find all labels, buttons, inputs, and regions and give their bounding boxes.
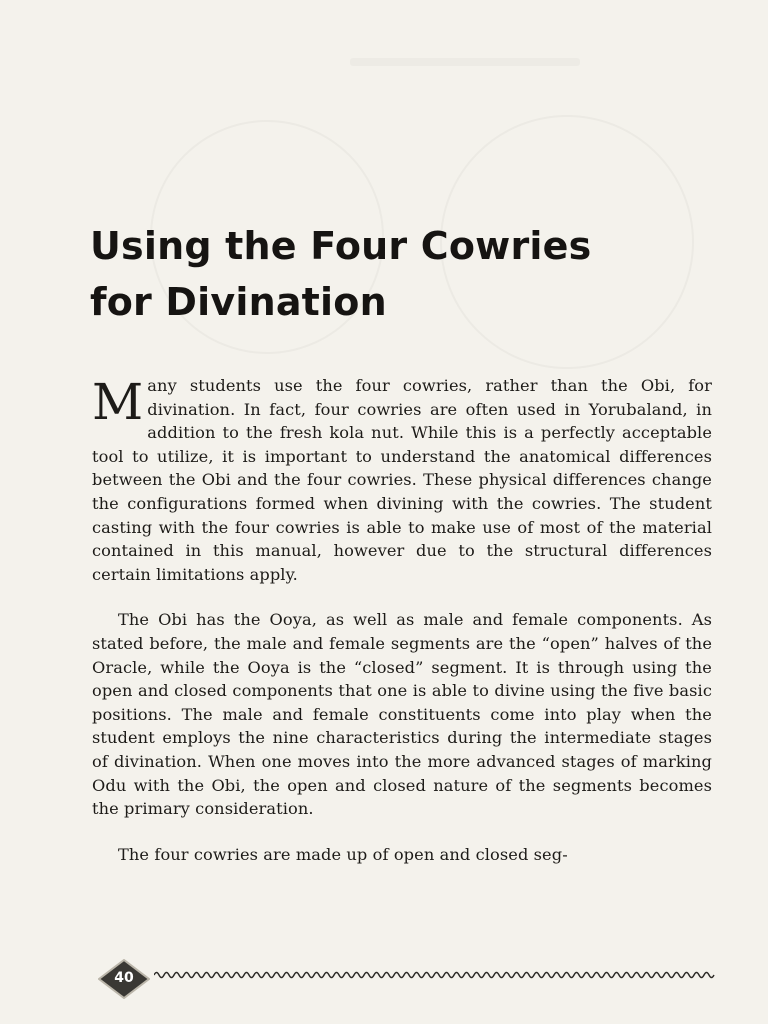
paragraph-1-text: any students use the four cowries, rather than the Obi, for divination. In fact, four cowries are often used in Yorubaland, in addition to the fresh kola nut. While this is a perfectly acceptable tool to utilize, it is important to understand the anatomical differences between the Obi and the four cowries. These physical differences change the configurations formed when divining with the cowries. The student casting with the four cowries is able to make use of most of the material contained in this manual, however due to the structural differences certain limitations apply. bbox=[92, 376, 712, 584]
title-line-1: Using the Four Cowries bbox=[90, 224, 592, 268]
paragraph-1 bbox=[92, 374, 712, 586]
paragraph-3: The four cowries are made up of open and closed seg- bbox=[118, 844, 568, 864]
faint-show-through-line bbox=[350, 58, 580, 66]
wavy-rule-ornament bbox=[154, 967, 718, 983]
title-line-2: for Divination bbox=[90, 280, 387, 324]
page-number: 40 bbox=[114, 970, 134, 986]
page-number-badge bbox=[98, 959, 150, 999]
drop-cap: M bbox=[92, 373, 144, 431]
page-footer bbox=[98, 955, 720, 1005]
chapter-title bbox=[90, 218, 730, 330]
paragraph-2: The Obi has the Ooya, as well as male and female components. As stated before, the male and female segments are the “open” halves of the Oracle, while the Ooya is the “closed” segment. It is through using the open and closed components that one is able to divine using the five basic positions. The male and female constituents come into play when the student employs the nine characteristics during the intermediate stages of divination. When one moves into the more advanced stages of marking Odu with the Obi, the open and closed nature of the segments becomes the primary consideration. bbox=[92, 610, 712, 819]
body-text bbox=[92, 374, 712, 888]
